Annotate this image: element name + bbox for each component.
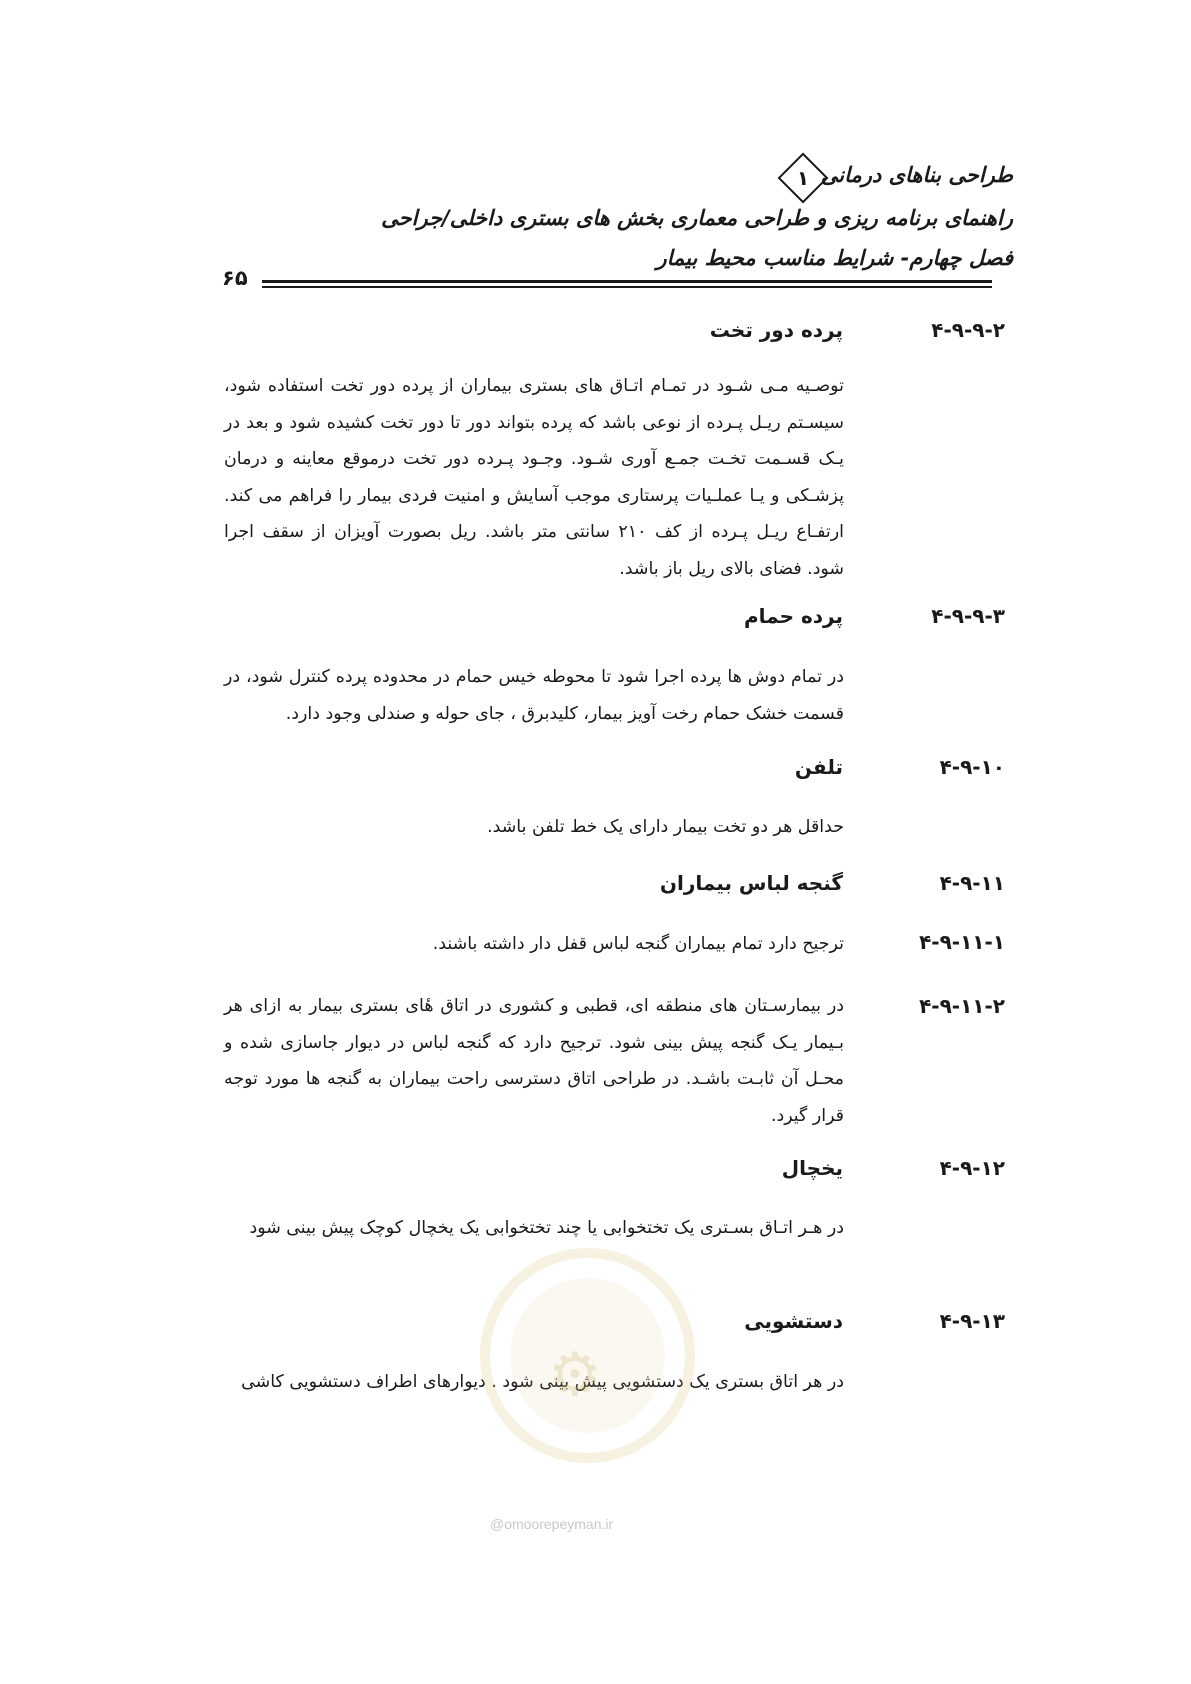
section-paragraph: توصـیه مـی شـود در تمـام اتـاق های بستری بیماران از پرده دور تخت استفاده شود، سیسـتم ریـل پـرده از نوعی باشد که پرده بتواند دور تا دور تخت کشیده شود و بعد در یـک قسـمت تخـت جمـع آوری شـود. وجـود پـرده دور تخت درموقع معاینه و درمان پزشـکی و یـا عملـیات پرستاری موجب آسایش و امنیت فردی بیمار را فراهم می کند. ارتفـاع ریـل پـرده از کف ۲۱۰ سانتی متر باشد. ریل بصورت آویزان از سقف اجرا شود. فضای بالای ریل باز باشد. — [224, 376, 844, 579]
section-number: ۴-۹-۹-۲ — [931, 318, 1005, 342]
header-rule-thick — [262, 280, 992, 283]
subsection-paragraph: در بیمارسـتان های منطقه ای، قطبی و کشوری در اتاق هٔای بستری بیمار به ازای هر بـیمار یـک گنجه پیش بینی شود. ترجیح دارد که گنجه لباس در دیوار جاسازی شده و محـل آن ثابـت باشـد. در طراحی اتاق دسترسی راحت بیماران به گنجه ها مورد توجه قرار گیرد. — [224, 996, 844, 1126]
header-rule-thin — [262, 286, 992, 288]
section-number: ۴-۹-۱۲ — [939, 1156, 1005, 1180]
section-number: ۴-۹-۱۱ — [939, 871, 1005, 895]
header-book-title: راهنمای برنامه ریزی و طراحی معماری بخش های بستری داخلی/جراحی — [381, 206, 1013, 230]
section-number: ۴-۹-۱۳ — [939, 1309, 1005, 1333]
subsection-paragraph: ترجیح دارد تمام بیماران گنجه لباس قفل دار داشته باشند. — [432, 934, 844, 954]
section-paragraph: در هر اتاق بستری یک دستشویی پیش بینی شود . دیوارهای اطراف دستشویی کاشی — [241, 1372, 844, 1392]
watermark-site: @omoorepeyman.ir — [490, 1516, 614, 1532]
section-title: گنجه لباس بیماران — [659, 871, 843, 895]
section-title: تلفن — [794, 755, 843, 779]
section-paragraph: در هـر اتـاق بسـتری یک تختخوابی یا چند تختخوابی یک یخچال کوچک پیش بینی شود — [249, 1218, 844, 1238]
section-paragraph: حداقل هر دو تخت بیمار دارای یک خط تلفن باشد. — [487, 817, 844, 837]
header-chapter-title: فصل چهارم- شرایط مناسب محیط بیمار — [656, 246, 1013, 270]
header-series-title: طراحی بناهای درمانی — [820, 163, 1013, 187]
page-number: ۶۵ — [222, 266, 248, 290]
section-title: یخچال — [781, 1156, 843, 1180]
series-badge-number: ۱ — [796, 166, 810, 190]
section-title: پرده دور تخت — [709, 318, 843, 342]
section-number: ۴-۹-۱۰ — [939, 755, 1005, 779]
section-number: ۴-۹-۹-۳ — [931, 604, 1005, 628]
subsection-number: ۴-۹-۱۱-۱ — [919, 930, 1005, 954]
section-title: پرده حمام — [744, 604, 843, 628]
gear-emblem-icon: ⚙ — [548, 1340, 602, 1410]
section-title: دستشویی — [744, 1309, 843, 1333]
subsection-number: ۴-۹-۱۱-۲ — [919, 994, 1005, 1018]
section-paragraph: در تمام دوش ها پرده اجرا شود تا محوطه خیس حمام در محدوده پرده کنترل شود، در قسمت خشک حمام رخت آویز بیمار، کلیدبرق ، جای حوله و صندلی وجود دارد. — [224, 667, 844, 724]
